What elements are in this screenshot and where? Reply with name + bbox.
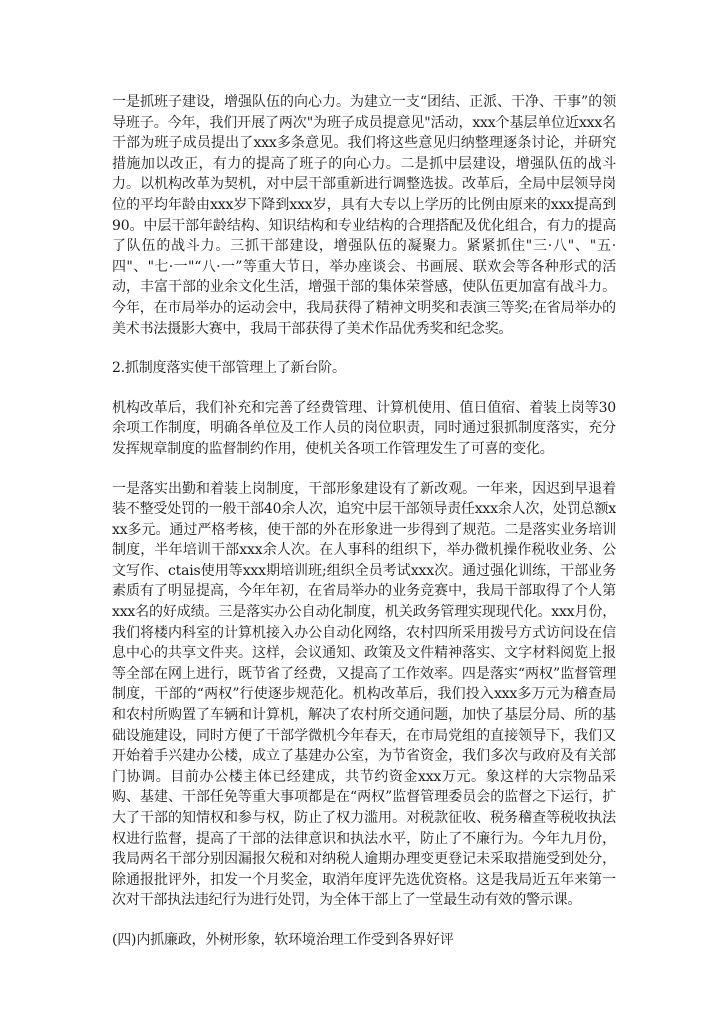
document-body: [112, 92, 616, 951]
paragraph-attendance-and-supervision: 一是落实出勤和着装上岗制度，干部形象建设有了新改观。一年来，因迟到早退着装不整受处罚的一般干部40余人次，追究中层干部领导责任xxx余人次，处罚总额xxx多元。通过严格考核，使干部的外在形象进一步得到了规范。二是落实业务培训制度，半年培训干部xxx余人次。在人事科的组织下，举办微机操作税收业务、公文写作、ctais使用等xxx期培训班;组织全员考试xxx次。通过强化训练，干部业务素质有了明显提高，今年年初，在省局举办的业务竞赛中，我局干部取得了个人第xxx名的好成绩。三是落实办公自动化制度，机关政务管理实现现代化。xxx月份，我们将楼内科室的计算机接入办公自动化网络，农村四所采用拨号方式访问设在信息中心的共享文件夹。这样，会议通知、政策及文件精神落实、文字材料阅览上报等全部在网上进行，既节省了经费，又提高了工作效率。四是落实“两权”监督管理制度，干部的“两权”行使逐步规范化。机构改革后，我们投入xxx多万元为稽查局和农村所购置了车辆和计算机，解决了农村所交通问题，加快了基层分局、所的基础设施建设，同时方便了干部学微机今年春天，在市局党组的直接领导下，我们又开始着手兴建办公楼，成立了基建办公室，为节省资金，我们多次与政府及有关部门协调。目前办公楼主体已经建成，共节约资金xxx万元。象这样的大宗物品采购、基建、干部任免等重大事项都是在“两权”监督管理委员会的监督之下运行，扩大了干部的知情权和参与权，防止了权力滥用。对税款征收、税务稽查等税收执法权进行监督，提高了干部的法律意识和执法水平，防止了不廉行为。今年九月份，我局两名干部分别因漏报欠税和对纳税人逾期办理变更登记未采取措施受到处分，除通报批评外，扣发一个月奖金，取消年度评先选优资格。这是我局近五年来第一次对干部执法违纪行为进行处罚，为全体干部上了一堂最生动有效的警示课。: [112, 480, 616, 909]
section-heading-integrity: (四)内抓廉政，外树形象，软环境治理工作受到各界好评: [112, 931, 454, 948]
paragraph-team-building: 一是抓班子建设，增强队伍的向心力。为建立一支“团结、正派、干净、干事”的领导班子。今年，我们开展了两次"为班子成员提意见"活动，xxx个基层单位近xxx名干部为班子成员提出了xxx多条意见。我们将这些意见归纳整理逐条讨论，并研究措施加以改正，有力的提高了班子的向心力。二是抓中层建设，增强队伍的战斗力。以机构改革为契机，对中层干部重新进行调整选拔。改革后，全局中层领导岗位的平均年龄由xxx岁下降到xxx岁，具有大专以上学历的比例由原来的xxx提高到90。中层干部年龄结构、知识结构和专业结构的合理搭配及优化组合，有力的提高了队伍的战斗力。三抓干部建设，增强队伍的凝聚力。紧紧抓住"三·八"、"五·四"、"七·一"“八·一”等重大节日，举办座谈会、书画展、联欢会等各种形式的活动，丰富干部的业余文化生活，增强干部的集体荣誉感，使队伍更加富有战斗力。今年，在市局举办的运动会中，我局获得了精神文明奖和表演三等奖;在省局举办的美术书法摄影大赛中，我局干部获得了美术作品优秀奖和纪念奖。: [112, 94, 616, 337]
paragraph-spacer: [112, 911, 616, 930]
paragraph-institutional-reform: 机构改革后，我们补充和完善了经费管理、计算机使用、值日值宿、着装上岗等30余项工作制度，明确各单位及工作人员的岗位职责，同时通过狠抓制度落实，充分发挥规章制度的监督制约作用，使机关各项工作管理发生了可喜的变化。: [112, 399, 616, 457]
paragraph-spacer: [112, 460, 616, 479]
section-heading-system-implementation: 2.抓制度落实使干部管理上了新台阶。: [112, 360, 346, 377]
paragraph-spacer: [112, 379, 616, 398]
paragraph-spacer: [112, 339, 616, 358]
